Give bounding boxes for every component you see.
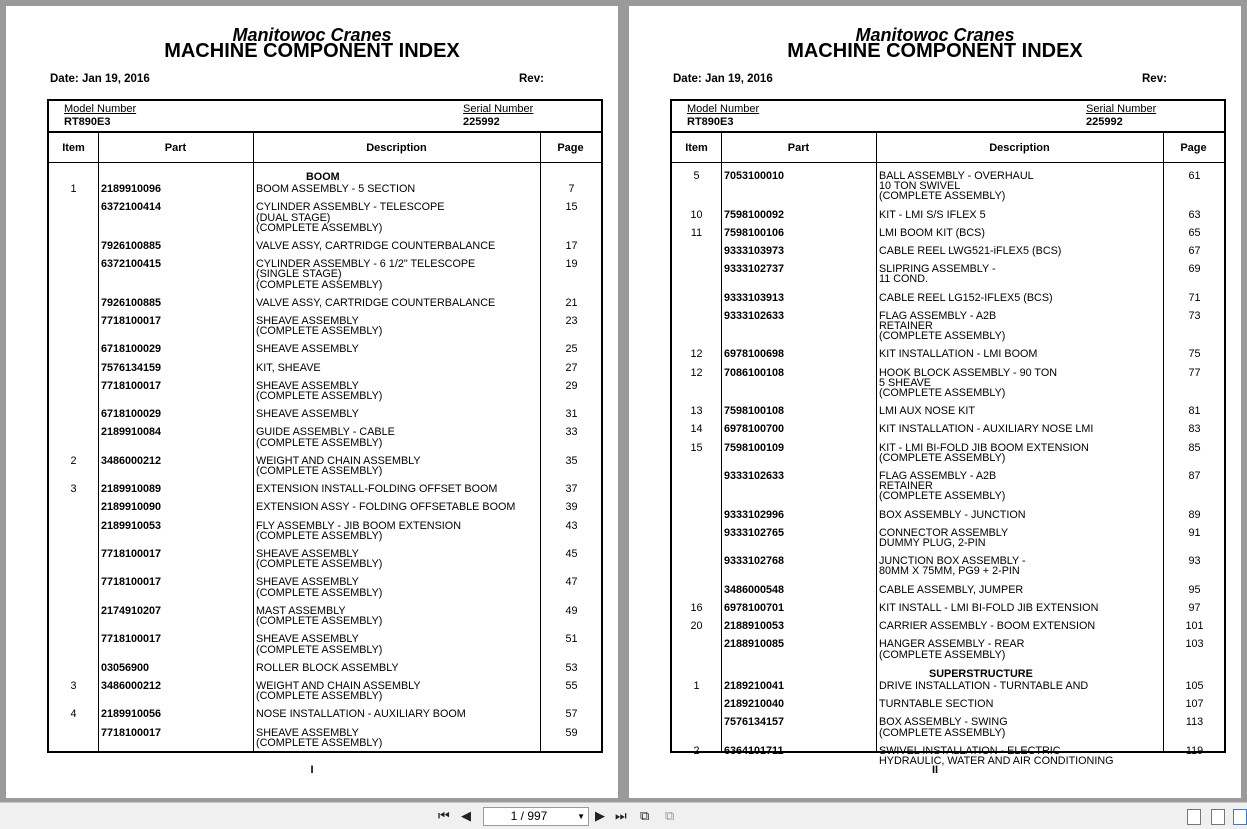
part-cell: 6978100701 [724, 601, 785, 614]
date-label: Date: Jan 19, 2016 [50, 73, 150, 85]
part-cell: 7718100017 [101, 315, 162, 328]
header-divider [49, 162, 601, 163]
model-number-value: RT890E3 [64, 116, 111, 128]
page-cell[interactable]: 119 [1185, 744, 1204, 757]
part-cell: 2188910053 [724, 620, 785, 633]
part-cell: 6372100414 [101, 201, 162, 214]
part-cell: 6718100029 [101, 408, 162, 421]
description-cell: EXTENSION ASSY - FOLDING OFFSETABLE BOOM [256, 501, 516, 514]
description-cell: HANGER ASSEMBLY - REAR (COMPLETE ASSEMBLY) [879, 638, 1025, 661]
table-row [49, 379, 601, 401]
table-row [49, 632, 601, 654]
table-row [672, 697, 1224, 709]
item-cell: 1 [70, 183, 77, 196]
description-cell: CARRIER ASSEMBLY - BOOM EXTENSION [879, 620, 1096, 633]
column-header-description: Description [989, 142, 1050, 154]
description-cell: LMI AUX NOSE KIT [879, 405, 975, 418]
description-cell: NOSE INSTALLATION - AUXILIARY BOOM [256, 708, 466, 721]
table-row [672, 244, 1224, 256]
part-cell: 6364101711 [724, 744, 784, 757]
description-cell: ROLLER BLOCK ASSEMBLY [256, 661, 399, 674]
item-cell: 2 [693, 744, 700, 757]
brand-name: Manitowoc Cranes [232, 25, 392, 45]
part-cell: 2189910084 [101, 426, 162, 439]
page-cell[interactable]: 97 [1188, 601, 1201, 614]
part-cell: 9333102996 [724, 508, 785, 521]
brand-name: Manitowoc Cranes [855, 25, 1015, 45]
description-cell: BOOM ASSEMBLY - 5 SECTION [256, 183, 416, 196]
description-cell: KIT - LMI BI-FOLD JIB BOOM EXTENSION (COMPLETE ASSEMBLY) [879, 441, 1089, 464]
model-serial-box [47, 99, 603, 133]
part-cell: 2189910096 [101, 183, 162, 196]
page-cell[interactable]: 85 [1188, 441, 1201, 454]
part-cell: 9333102633 [724, 309, 785, 322]
table-rows [672, 169, 1224, 772]
description-cell: BALL ASSEMBLY - OVERHAUL 10 TON SWIVEL (COMPLETE ASSEMBLY) [879, 170, 1034, 203]
column-header-page: Page [1180, 142, 1207, 154]
page-roman-number: I [310, 764, 314, 776]
part-cell: 2189910090 [101, 501, 162, 514]
page-cell[interactable]: 19 [565, 258, 578, 271]
page-cell[interactable]: 37 [565, 483, 578, 496]
page-cell[interactable]: 27 [565, 361, 578, 374]
page-cell[interactable]: 45 [565, 548, 578, 561]
page-title: MACHINE COMPONENT INDEX [164, 40, 460, 62]
table-row [49, 454, 601, 476]
viewer-toolbar [0, 802, 1247, 829]
page-cell[interactable]: 35 [565, 454, 578, 467]
table-row [672, 619, 1224, 631]
part-cell: 6978100698 [724, 348, 785, 361]
table-row [49, 361, 601, 373]
column-header-item: Item [62, 142, 85, 154]
table-row [672, 404, 1224, 416]
part-cell: 7598100106 [724, 226, 785, 239]
section-heading: SUPERSTRUCTURE [929, 667, 1033, 680]
part-cell: 03056900 [101, 661, 150, 674]
part-cell: 9333102765 [724, 526, 785, 539]
part-cell: 7598100109 [724, 441, 785, 454]
part-cell: 7718100017 [101, 576, 162, 589]
table-row [49, 547, 601, 569]
page-title: MACHINE COMPONENT INDEX [787, 40, 1083, 62]
table-row [49, 342, 601, 354]
item-cell: 12 [690, 348, 703, 361]
column-header-part: Part [787, 142, 810, 154]
description-cell: JUNCTION BOX ASSEMBLY - 80MM X 75MM, PG9 + 2-PIN [879, 555, 1026, 578]
item-cell: 12 [690, 366, 703, 379]
table-row [672, 583, 1224, 595]
part-cell: 3486000212 [101, 679, 162, 692]
serial-number-value: 225992 [1086, 116, 1123, 128]
description-cell: FLY ASSEMBLY - JIB BOOM EXTENSION (COMPLETE ASSEMBLY) [256, 519, 461, 542]
header-divider [672, 162, 1224, 163]
page-cell[interactable]: 69 [1188, 263, 1201, 276]
rev-label: Rev: [1142, 73, 1167, 85]
next-page-icon[interactable]: ▶ [595, 808, 605, 823]
table-row [672, 169, 1224, 202]
part-cell: 9333102768 [724, 555, 785, 568]
table-row [672, 744, 1224, 766]
description-cell: BOX ASSEMBLY - SWING (COMPLETE ASSEMBLY) [879, 716, 1008, 739]
part-cell: 2189210041 [724, 679, 785, 692]
table-row [49, 500, 601, 512]
description-cell: SLIPRING ASSEMBLY - 11 COND. [879, 263, 996, 286]
table-row [672, 715, 1224, 737]
item-cell: 3 [70, 679, 77, 692]
description-cell: SHEAVE ASSEMBLY (COMPLETE ASSEMBLY) [256, 379, 383, 403]
description-cell: SHEAVE ASSEMBLY (COMPLETE ASSEMBLY) [256, 576, 383, 599]
table-row [672, 366, 1224, 399]
model-number-label: Model Number [64, 103, 137, 115]
page-cell[interactable]: 15 [565, 201, 578, 214]
description-cell: SHEAVE ASSEMBLY (COMPLETE ASSEMBLY) [256, 726, 383, 749]
part-cell: 6718100029 [101, 343, 162, 356]
item-cell: 10 [690, 208, 703, 221]
table-row [672, 422, 1224, 434]
page-cell[interactable]: 73 [1188, 309, 1201, 322]
fit-page-icon[interactable]: ⧉ [640, 808, 650, 823]
page-cell[interactable]: 65 [1188, 226, 1201, 239]
part-cell: 2174910207 [101, 604, 162, 617]
column-header-item: Item [685, 142, 708, 154]
page-roman-number: II [931, 764, 939, 776]
page-cell[interactable]: 63 [1188, 208, 1201, 221]
page-cell[interactable]: 53 [565, 661, 578, 674]
description-cell: FLAG ASSEMBLY - A2B RETAINER (COMPLETE ASSEMBLY) [879, 470, 1006, 503]
description-cell: SHEAVE ASSEMBLY [256, 343, 359, 356]
description-cell: GUIDE ASSEMBLY - CABLE (COMPLETE ASSEMBLY) [256, 426, 395, 449]
part-cell: 7576134159 [101, 361, 162, 374]
description-cell: CABLE REEL LG152-IFLEX5 (BCS) [879, 291, 1053, 304]
page-cell[interactable]: 43 [565, 519, 578, 532]
item-cell: 15 [690, 441, 703, 454]
table-row [49, 575, 601, 597]
table-row [49, 407, 601, 419]
part-cell: 7576134157 [724, 716, 785, 729]
serial-number-label: Serial Number [1086, 103, 1157, 115]
description-cell: KIT - LMI S/S IFLEX 5 [879, 208, 986, 221]
part-cell: 7598100108 [724, 405, 785, 418]
part-cell: 9333102737 [724, 263, 785, 276]
page-cell[interactable]: 49 [565, 604, 578, 617]
part-cell: 6372100415 [101, 258, 162, 271]
description-cell: CABLE ASSEMBLY, JUMPER [879, 583, 1024, 596]
page-cell[interactable]: 95 [1188, 583, 1201, 596]
fit-width-icon[interactable]: ⧉ [665, 808, 675, 823]
table-row [672, 226, 1224, 238]
page-cell[interactable]: 101 [1185, 620, 1204, 633]
part-cell: 9333102633 [724, 470, 785, 483]
part-cell: 7598100092 [724, 208, 785, 221]
description-cell: EXTENSION INSTALL-FOLDING OFFSET BOOM [256, 483, 498, 496]
table-row [672, 679, 1224, 691]
part-cell: 6978100700 [724, 423, 785, 436]
page-cell[interactable]: 51 [565, 633, 578, 646]
page-cell[interactable]: 103 [1185, 638, 1204, 651]
item-cell: 2 [70, 454, 77, 467]
page-cell[interactable]: 23 [565, 315, 578, 328]
page-cell[interactable]: 81 [1188, 405, 1201, 418]
model-serial-box [670, 99, 1226, 133]
model-number-value: RT890E3 [687, 116, 734, 128]
item-cell: 16 [690, 601, 703, 614]
table-row [672, 526, 1224, 548]
component-table [47, 131, 603, 753]
table-row [672, 291, 1224, 303]
table-row [49, 519, 601, 541]
table-row [672, 441, 1224, 463]
item-cell: 3 [70, 483, 77, 496]
description-cell: SHEAVE ASSEMBLY [256, 408, 359, 421]
page-cell[interactable]: 71 [1188, 291, 1201, 304]
page-cell[interactable]: 61 [1188, 170, 1201, 182]
table-row [672, 637, 1224, 659]
continuous-view-icon[interactable] [1211, 809, 1225, 825]
model-number-label: Model Number [687, 103, 760, 115]
page-number-input[interactable] [483, 807, 589, 826]
page-cell[interactable]: 21 [565, 296, 578, 309]
part-cell: 7718100017 [101, 726, 162, 739]
table-row [672, 309, 1224, 342]
page-cell[interactable]: 7 [568, 183, 575, 196]
column-header-description: Description [366, 142, 427, 154]
description-cell: WEIGHT AND CHAIN ASSEMBLY (COMPLETE ASSEMBLY) [256, 454, 421, 478]
item-cell: 20 [690, 620, 703, 633]
table-row [49, 482, 601, 494]
page-cell[interactable]: 29 [565, 379, 578, 392]
description-cell: DRIVE INSTALLATION - TURNTABLE AND [879, 679, 1089, 692]
page-cell[interactable]: 105 [1185, 679, 1204, 692]
description-cell: VALVE ASSY, CARTRIDGE COUNTERBALANCE [256, 240, 496, 253]
item-cell: 14 [690, 423, 703, 436]
previous-page-icon[interactable]: ◀ [461, 808, 471, 823]
description-cell: HOOK BLOCK ASSEMBLY - 90 TON 5 SHEAVE (COMPLETE ASSEMBLY) [879, 366, 1058, 400]
table-row [49, 661, 601, 673]
table-row [49, 679, 601, 701]
page-cell[interactable]: 107 [1185, 698, 1204, 711]
part-cell: 3486000212 [101, 454, 162, 467]
description-cell: SHEAVE ASSEMBLY (COMPLETE ASSEMBLY) [256, 633, 383, 656]
page-cell[interactable]: 39 [565, 501, 578, 514]
page-cell[interactable]: 83 [1188, 423, 1201, 436]
part-cell: 7718100017 [101, 548, 162, 561]
description-cell: SHEAVE ASSEMBLY (COMPLETE ASSEMBLY) [256, 548, 383, 571]
description-cell: TURNTABLE SECTION [879, 698, 994, 711]
description-cell: LMI BOOM KIT (BCS) [879, 226, 985, 239]
table-row [49, 604, 601, 626]
page-cell[interactable]: 75 [1188, 348, 1201, 361]
part-cell: 7086100108 [724, 366, 785, 379]
table-row [49, 200, 601, 233]
table-row [49, 707, 601, 719]
page-cell[interactable]: 17 [565, 240, 578, 253]
document-page-2 [629, 6, 1241, 798]
page-cell[interactable]: 93 [1188, 555, 1201, 568]
item-cell: 13 [690, 405, 703, 418]
column-header-page: Page [557, 142, 584, 154]
section-heading: BOOM [306, 171, 340, 183]
description-cell: VALVE ASSY, CARTRIDGE COUNTERBALANCE [256, 296, 496, 309]
page-cell[interactable]: 89 [1188, 508, 1201, 521]
description-cell: BOX ASSEMBLY - JUNCTION [879, 508, 1026, 521]
column-header-part: Part [164, 142, 187, 154]
description-cell: SWIVEL INSTALLATION - ELECTRIC HYDRAULIC, WATER AND AIR CONDITIONING [879, 744, 1114, 767]
table-row [672, 469, 1224, 502]
part-cell: 2188910085 [724, 638, 785, 651]
description-cell: MAST ASSEMBLY (COMPLETE ASSEMBLY) [256, 604, 383, 628]
description-cell: KIT INSTALL - LMI BI-FOLD JIB EXTENSION [879, 601, 1099, 614]
page-cell[interactable]: 59 [565, 726, 578, 739]
part-cell: 9333103973 [724, 245, 785, 258]
description-cell: KIT INSTALLATION - LMI BOOM [879, 348, 1038, 361]
item-cell: 5 [693, 170, 700, 182]
part-cell: 2189910053 [101, 519, 162, 532]
part-cell: 2189910089 [101, 483, 162, 496]
page-cell[interactable]: 91 [1188, 526, 1201, 539]
table-row [49, 257, 601, 290]
item-cell: 4 [70, 708, 77, 721]
page-cell[interactable]: 77 [1188, 366, 1201, 379]
first-page-icon[interactable]: ⏮ [438, 808, 450, 823]
part-cell: 7053100010 [724, 170, 785, 182]
part-cell: 2189210040 [724, 698, 785, 711]
page-cell[interactable]: 87 [1188, 470, 1201, 483]
table-rows [49, 169, 601, 754]
table-row [49, 314, 601, 336]
table-row [672, 508, 1224, 520]
table-row [49, 182, 601, 194]
two-page-view-icon[interactable] [1233, 809, 1247, 825]
table-row [672, 601, 1224, 613]
table-row [49, 296, 601, 308]
rev-label: Rev: [519, 73, 544, 85]
part-cell: 7926100885 [101, 296, 162, 309]
page-cell[interactable]: 47 [565, 576, 578, 589]
description-cell: CABLE REEL LWG521-iFLEX5 (BCS) [879, 245, 1062, 258]
part-cell: 7926100885 [101, 240, 162, 253]
table-row [49, 726, 601, 748]
single-page-view-icon[interactable] [1187, 809, 1201, 825]
part-cell: 9333103913 [724, 291, 785, 304]
page-cell[interactable]: 67 [1188, 245, 1201, 258]
table-row [49, 425, 601, 447]
description-cell: KIT INSTALLATION - AUXILIARY NOSE LMI [879, 423, 1094, 436]
chevron-down-icon[interactable]: ▼ [577, 812, 585, 821]
page-cell[interactable]: 31 [565, 408, 578, 421]
section-row [49, 169, 601, 182]
part-cell: 7718100017 [101, 633, 162, 646]
page-cell[interactable]: 25 [565, 343, 578, 356]
part-cell: 2189910056 [101, 708, 162, 721]
serial-number-label: Serial Number [463, 103, 534, 115]
table-row [672, 262, 1224, 284]
component-table [670, 131, 1226, 767]
page-cell[interactable]: 55 [565, 679, 578, 692]
section-row [672, 666, 1224, 679]
item-cell: 11 [690, 226, 703, 239]
description-cell: CONNECTOR ASSEMBLY DUMMY PLUG, 2-PIN [879, 526, 1009, 550]
part-cell: 7718100017 [101, 379, 162, 392]
description-cell: WEIGHT AND CHAIN ASSEMBLY (COMPLETE ASSEMBLY) [256, 679, 421, 703]
table-row [672, 347, 1224, 359]
description-cell: KIT, SHEAVE [256, 361, 321, 374]
serial-number-value: 225992 [463, 116, 500, 128]
page-cell[interactable]: 113 [1185, 716, 1204, 729]
page-cell[interactable]: 33 [565, 426, 578, 439]
part-cell: 3486000548 [724, 583, 785, 596]
description-cell: SHEAVE ASSEMBLY (COMPLETE ASSEMBLY) [256, 315, 383, 338]
table-row [672, 554, 1224, 576]
description-cell: CYLINDER ASSEMBLY - TELESCOPE (DUAL STAGE) (COMPLETE ASSEMBLY) [256, 201, 445, 234]
table-row [672, 208, 1224, 220]
item-cell: 1 [693, 679, 700, 692]
date-label: Date: Jan 19, 2016 [673, 73, 773, 85]
page-cell[interactable]: 57 [565, 708, 578, 721]
last-page-icon[interactable]: ⏭ [615, 808, 627, 823]
document-page-1 [6, 6, 618, 798]
description-cell: CYLINDER ASSEMBLY - 6 1/2" TELESCOPE (SINGLE STAGE) (COMPLETE ASSEMBLY) [256, 258, 476, 291]
page-indicator: 1 / 997 [510, 809, 548, 823]
description-cell: FLAG ASSEMBLY - A2B RETAINER (COMPLETE ASSEMBLY) [879, 309, 1006, 343]
table-row [49, 239, 601, 251]
